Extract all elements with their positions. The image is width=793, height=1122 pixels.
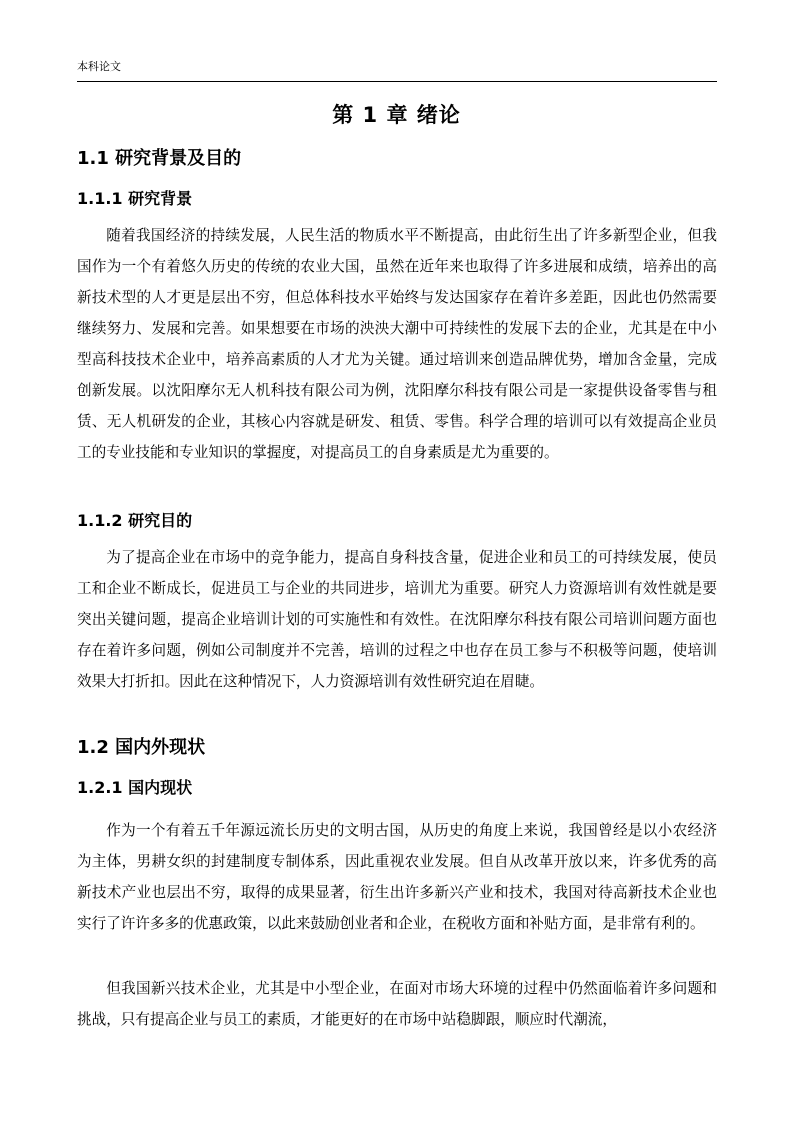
section-heading-1-2: 1.2 国内外现状 bbox=[77, 737, 206, 758]
paragraph-domestic-status-1: 作为一个有着五千年源远流长历史的文明古国，从历史的角度上来说，我国曾经是以小农经济为主体，男耕女织的封建制度专制体系，因此重视农业发展。但自从改革开放以来，许多优秀的高新技术产业也层出不穷，取得的成果显著，衍生出许多新兴产业和技术，我国对待高新技术企业也实行了许许多多的优惠政策，以此来鼓励创业者和企业，在税收方面和补贴方面，是非常有利的。 bbox=[77, 822, 717, 932]
chapter-title: 第 1 章 绪论 bbox=[332, 103, 461, 127]
section-heading-1-1: 1.1 研究背景及目的 bbox=[77, 148, 242, 169]
subsection-heading-1-1-2: 1.1.2 研究目的 bbox=[77, 511, 193, 530]
running-header: 本科论文 bbox=[77, 60, 121, 73]
header-divider bbox=[77, 81, 717, 82]
paragraph-domestic-status-2: 但我国新兴技术企业，尤其是中小型企业，在面对市场大环境的过程中仍然面临着许多问题和挑战，只有提高企业与员工的素质，才能更好的在市场中站稳脚跟，顺应时代潮流， bbox=[77, 980, 717, 1028]
subsection-heading-1-2-1: 1.2.1 国内现状 bbox=[77, 778, 193, 797]
paragraph-research-purpose: 为了提高企业在市场中的竞争能力，提高自身科技含量，促进企业和员工的可持续发展，使员工和企业不断成长，促进员工与企业的共同进步，培训尤为重要。研究人力资源培训有效性就是要突出关键问题，提高企业培训计划的可实施性和有效性。在沈阳摩尔科技有限公司培训问题方面也存在着许多问题，例如公司制度并不完善，培训的过程之中也存在员工参与不积极等问题，使培训效果大打折扣。因此在这种情况下，人力资源培训有效性研究迫在眉睫。 bbox=[77, 549, 717, 690]
subsection-heading-1-1-1: 1.1.1 研究背景 bbox=[77, 189, 193, 208]
paragraph-research-background: 随着我国经济的持续发展，人民生活的物质水平不断提高，由此衍生出了许多新型企业，但我国作为一个有着悠久历史的传统的农业大国，虽然在近年来也取得了许多进展和成绩，培养出的高新技术型的人才更是层出不穷，但总体科技水平始终与发达国家存在着许多差距，因此也仍然需要继续努力、发展和完善。如果想要在市场的泱泱大潮中可持续性的发展下去的企业，尤其是在中小型高科技技术企业中，培养高素质的人才尤为关键。通过培训来创造品牌优势，增加含金量，完成创新发展。以沈阳摩尔无人机科技有限公司为例，沈阳摩尔科技有限公司是一家提供设备零售与租赁、无人机研发的企业，其核心内容就是研发、租赁、零售。科学合理的培训可以有效提高企业员工的专业技能和专业知识的掌握度，对提高员工的自身素质是尤为重要的。 bbox=[77, 227, 717, 461]
